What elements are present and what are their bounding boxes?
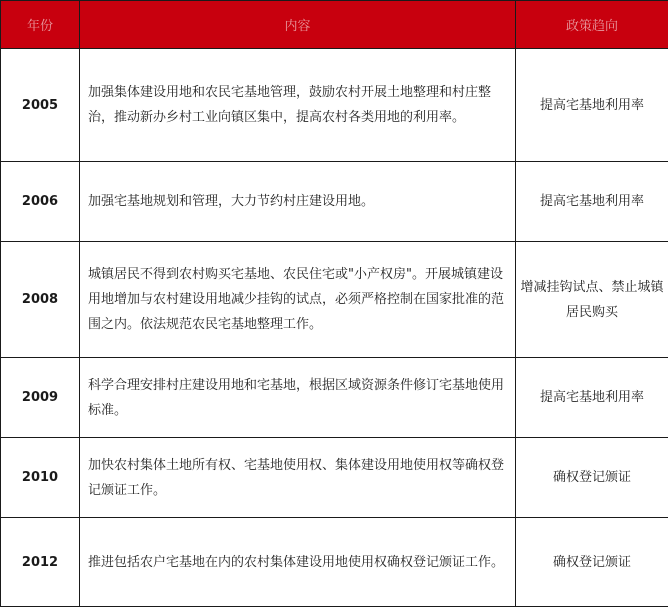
policy-trend-cell: 增减挂钩试点、禁止城镇居民购买 — [516, 242, 668, 358]
header-content: 内容 — [80, 1, 516, 49]
table-row — [1, 438, 668, 518]
table-row — [1, 162, 668, 242]
year-cell: 2005 — [1, 49, 80, 162]
content-cell: 加强集体建设用地和农民宅基地管理，鼓励农村开展土地整理和村庄整治，推动新办乡村工业向镇区集中，提高农村各类用地的利用率。 — [80, 49, 516, 162]
year-cell: 2012 — [1, 518, 80, 607]
content-cell: 推进包括农户宅基地在内的农村集体建设用地使用权确权登记颁证工作。 — [80, 518, 516, 607]
table-row — [1, 518, 668, 607]
year-cell: 2008 — [1, 242, 80, 358]
header-policy-trend: 政策趋向 — [516, 1, 668, 49]
table-row — [1, 49, 668, 162]
content-cell: 加强宅基地规划和管理，大力节约村庄建设用地。 — [80, 162, 516, 242]
content-cell: 科学合理安排村庄建设用地和宅基地，根据区域资源条件修订宅基地使用标准。 — [80, 358, 516, 438]
content-cell: 城镇居民不得到农村购买宅基地、农民住宅或"小产权房"。开展城镇建设用地增加与农村建设用地减少挂钩的试点，必须严格控制在国家批准的范围之内。依法规范农民宅基地整理工作。 — [80, 242, 516, 358]
policy-trend-cell: 提高宅基地利用率 — [516, 358, 668, 438]
policy-trend-cell: 确权登记颁证 — [516, 438, 668, 518]
policy-trend-cell: 提高宅基地利用率 — [516, 49, 668, 162]
header-row — [1, 1, 668, 49]
year-cell: 2010 — [1, 438, 80, 518]
content-cell: 加快农村集体土地所有权、宅基地使用权、集体建设用地使用权等确权登记颁证工作。 — [80, 438, 516, 518]
policy-trend-cell: 提高宅基地利用率 — [516, 162, 668, 242]
year-cell: 2009 — [1, 358, 80, 438]
policy-trend-cell: 确权登记颁证 — [516, 518, 668, 607]
table-row — [1, 242, 668, 358]
table-row — [1, 358, 668, 438]
year-cell: 2006 — [1, 162, 80, 242]
header-year: 年份 — [1, 1, 80, 49]
